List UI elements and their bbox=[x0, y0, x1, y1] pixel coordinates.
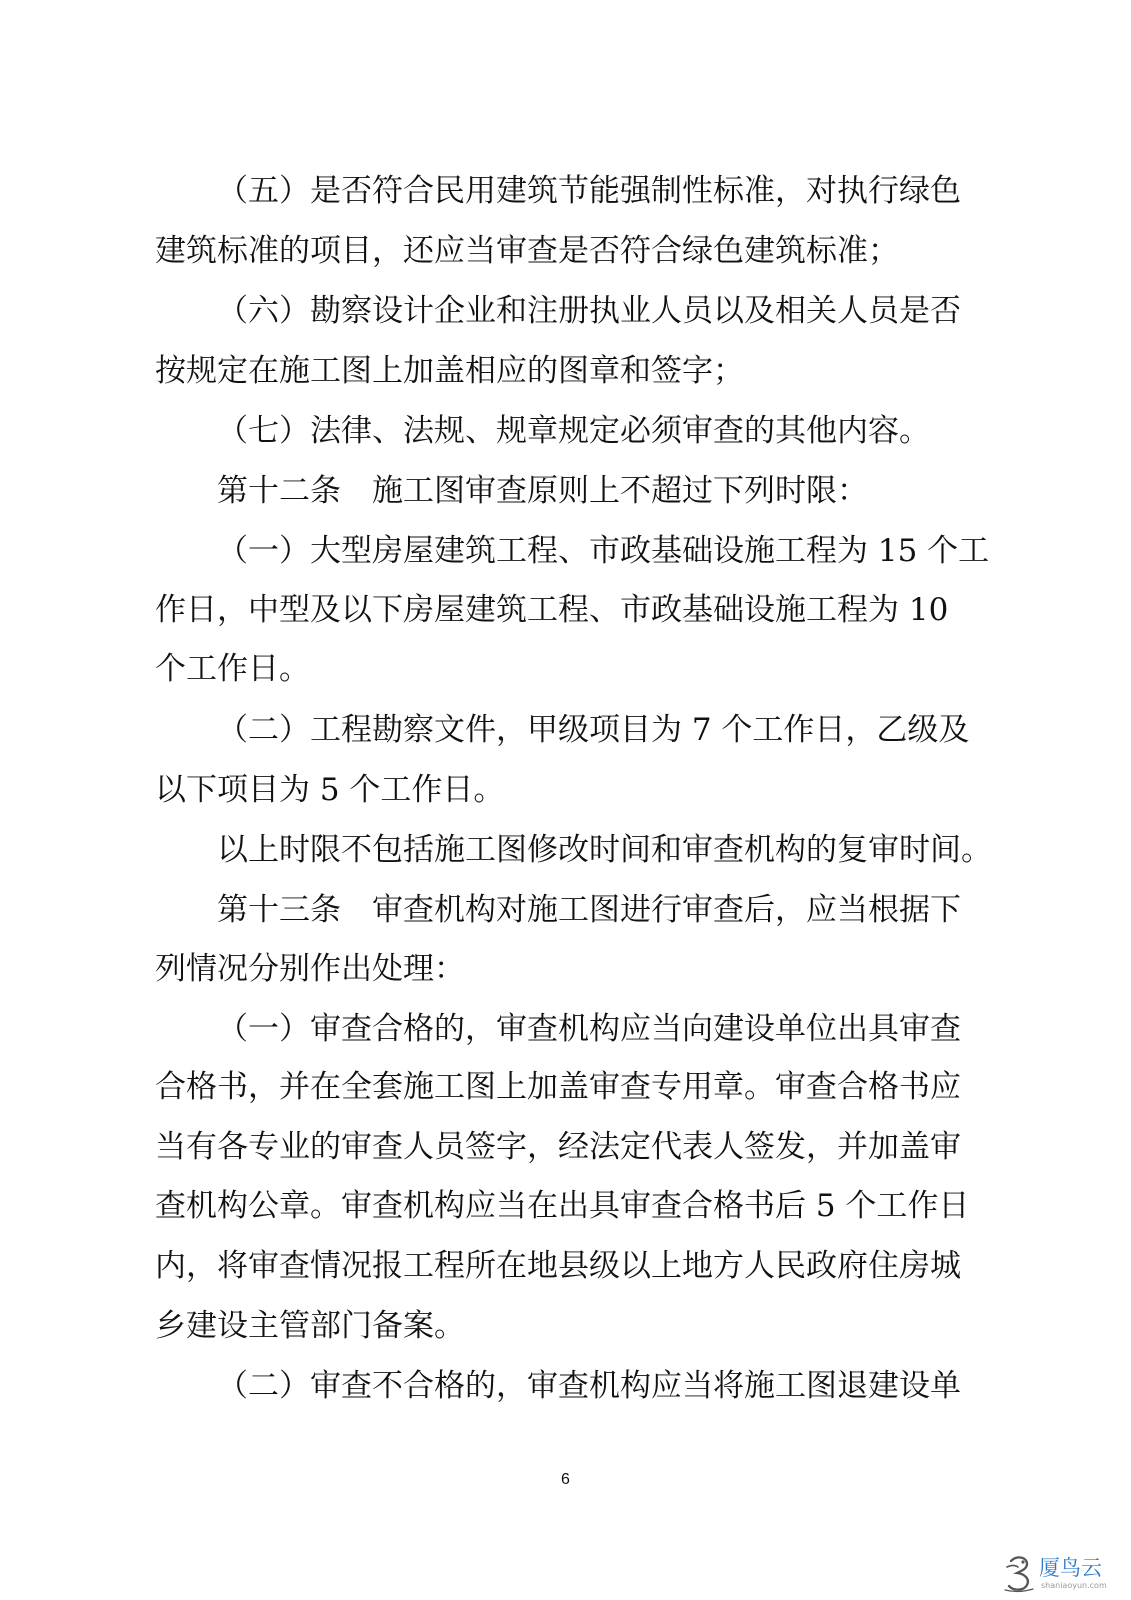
text-line: 查机构公章。审查机构应当在出具审查合格书后 5 个工作日 bbox=[155, 1188, 970, 1224]
text-line: 当有各专业的审查人员签字，经法定代表人签发，并加盖审 bbox=[155, 1129, 961, 1165]
text-line: （六）勘察设计企业和注册执业人员以及相关人员是否 bbox=[217, 293, 961, 329]
text-line: 个工作日。 bbox=[155, 651, 310, 687]
text-line: 作日，中型及以下房屋建筑工程、市政基础设施工程为 10 bbox=[155, 592, 949, 628]
text-line: 以上时限不包括施工图修改时间和审查机构的复审时间。 bbox=[217, 832, 992, 868]
text-line: 乡建设主管部门备案。 bbox=[155, 1308, 465, 1344]
text-line: 按规定在施工图上加盖相应的图章和签字； bbox=[155, 353, 744, 389]
text-line: （五）是否符合民用建筑节能强制性标准，对执行绿色 bbox=[217, 173, 961, 209]
article-heading-line: 第十三条 审查机构对施工图进行审查后，应当根据下 bbox=[217, 892, 961, 928]
text-line: （二）工程勘察文件，甲级项目为 7 个工作日，乙级及 bbox=[217, 712, 970, 748]
text-line: 以下项目为 5 个工作日。 bbox=[155, 772, 505, 808]
text-line: （七）法律、法规、规章规定必须审查的其他内容。 bbox=[217, 413, 930, 449]
text-line: （一）审查合格的，审查机构应当向建设单位出具审查 bbox=[217, 1011, 961, 1047]
text-line: 内，将审查情况报工程所在地县级以上地方人民政府住房城 bbox=[155, 1248, 961, 1284]
text-line: （二）审查不合格的，审查机构应当将施工图退建设单 bbox=[217, 1368, 961, 1404]
text-line: 列情况分别作出处理： bbox=[155, 951, 465, 987]
watermark-url: shaniaoyun.com bbox=[1041, 1581, 1107, 1590]
page-number: 6 bbox=[561, 1471, 570, 1488]
article-heading-line: 第十二条 施工图审查原则上不超过下列时限： bbox=[217, 473, 868, 509]
text-line: 建筑标准的项目，还应当审查是否符合绿色建筑标准； bbox=[155, 233, 899, 269]
bird-logo-icon bbox=[1003, 1553, 1037, 1593]
text-line: 合格书，并在全套施工图上加盖审查专用章。审查合格书应 bbox=[155, 1069, 961, 1105]
watermark bbox=[1003, 1553, 1123, 1595]
text-line: （一）大型房屋建筑工程、市政基础设施工程为 15 个工 bbox=[217, 533, 990, 569]
watermark-brand: 厦鸟云 bbox=[1039, 1556, 1102, 1580]
